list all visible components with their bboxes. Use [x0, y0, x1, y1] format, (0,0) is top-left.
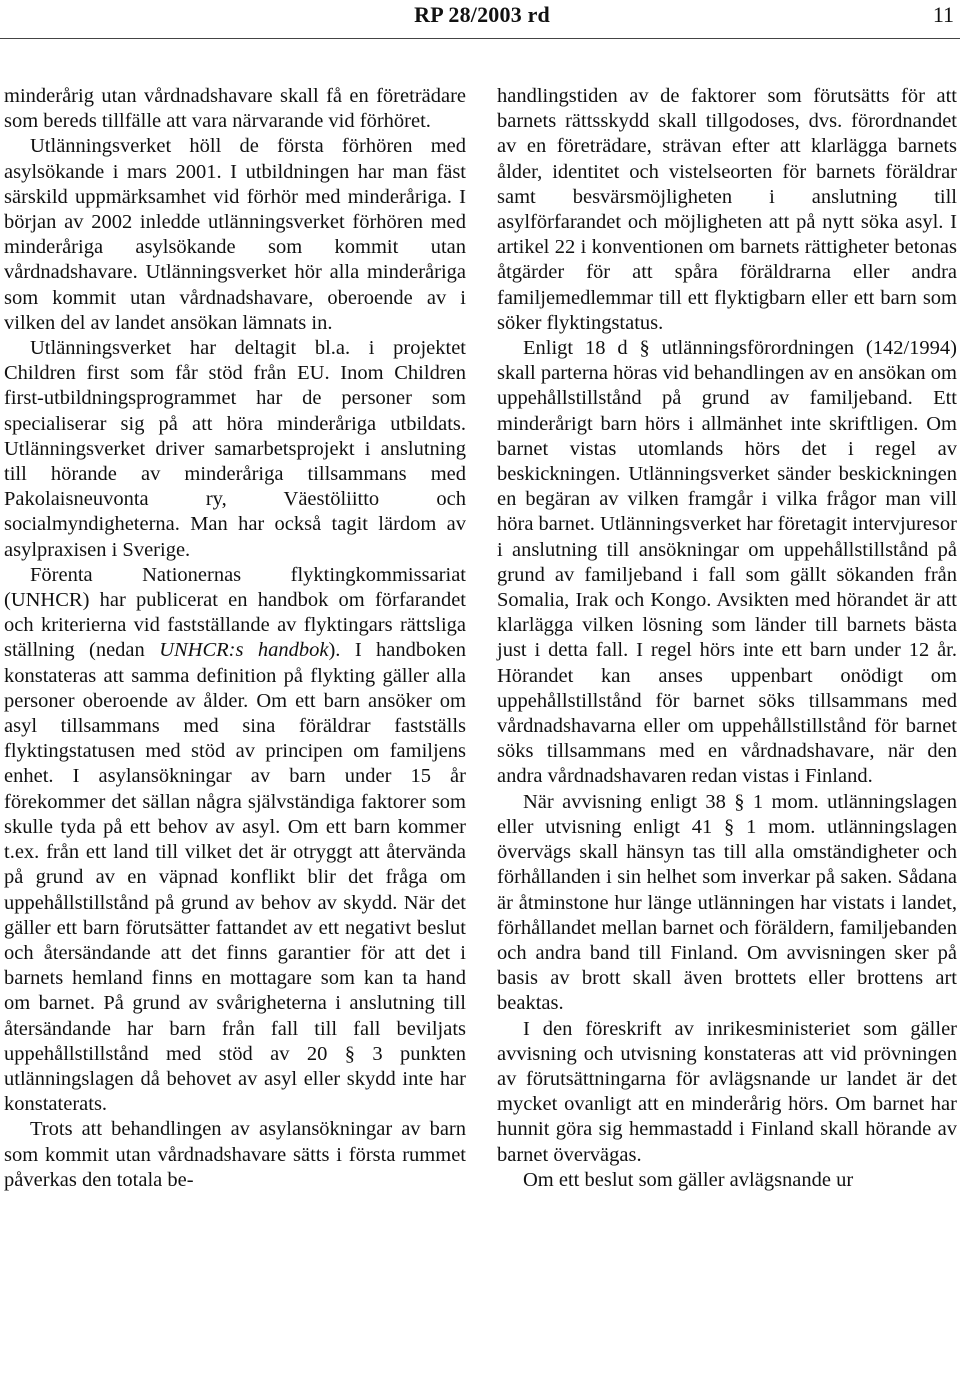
- paragraph: Utlänningsverket har deltagit bl.a. i projektet Children first som får stöd från EU. Inom Children first-utbildningsprogrammet har de personer som specialiserar sig på att höra minderåriga utbildats. Utlänningsverket driver samarbetsprojekt i anslutning till hörande av minderåriga tillsammans med Pakolaisneuvonta ry, Väestöliitto och socialmyndigheterna. Man har också tagit lärdom av asylpraxisen i Sverige.: [4, 337, 466, 561]
- paragraph: När avvisning enligt 38 § 1 mom. utlänningslagen eller utvisning enligt 41 § 1 mom. utlänningslagen övervägs skall hänsyn tas till alla omständigheter och förhållanden i sin helhet som inverkar på saken. Sådana är åtminstone hur länge utlänningen har vistats i landet, förhållandet mellan barnet och föräldern, familjebanden och andra band till Finland. Om avvisningen sker på basis av brott skall även brottets eller brottens art beaktas.: [497, 790, 957, 1015]
- paragraph: Enligt 18 d § utlänningsförordningen (142/1994) skall parterna höras vid behandlingen av en ansökan om uppehållstillstånd på grund av familjeband. Ett minderårigt barn hörs i allmänhet inte skriftligen. Om barnet vistas utomlands hörs det i regel av beskickningen. Utlänningsverket sänder beskickningen en begäran av vilken framgår i vilka frågor man vill höra barnet. Utlänningsverket har företagit intervjuresor i anslutning till ansökningar om uppehållstillstånd på grund av familjeband i fall som gällt sökanden från Somalia, Irak och Kongo. Avsikten med hörandet är att klarlägga vilken lösning som länder till barnets bästa just i detta fall. I regel hörs inte ett barn under 12 år. Hörandet kan anses uppenbart onödigt om uppehållstillstånd för barnet söks tillsammans med vårdnadshavarna eller om uppehållstillstånd för barnet söks tillsammans med en vårdnadshavare, när den andra vårdnadshavaren redan vistas i Finland.: [497, 337, 957, 788]
- paragraph: Om ett beslut som gäller avlägsnande ur: [523, 1168, 854, 1191]
- header-divider: [0, 38, 960, 39]
- page-number: 11: [932, 2, 954, 27]
- paragraph: I den föreskrift av inrikesministeriet som gäller avvisning och utvisning konstateras att vid prövningen av förutsättningarna för avlägsnande ur landet är det mycket ovanligt att en minderårig hörs. Om barnet har hunnit göra sig hemmastadd i Finland skall hörande av barnet övervägas.: [497, 1017, 957, 1166]
- document-id: RP 28/2003 rd: [414, 2, 550, 27]
- right-column: [497, 84, 957, 1193]
- paragraph: Trots att behandlingen av asylansökningar av barn som kommit utan vårdnadshavare sätts i första rummet påverkas den totala be-: [4, 1118, 466, 1191]
- paragraph-text: ). I handboken konstateras att samma definition på flykting gäller alla personer oberoende av ålder. Om ett barn ansöker om asyl tillsammans med sina föräldrar fastställs flyktingstatusen med stöd av principen om familjens enhet. I asylansökningar av barn under 15 år förekommer det sällan några självständiga faktorer som skulle tyda på ett behov av asyl. Om ett barn kommer t.ex. från ett land till vilket det är otryggt att återvända på grund av en väpnad konflikt blir det fråga om uppehållstillstånd på grund av behov av skydd. När det gäller ett barn förutsätter fattandet av ett negativt beslut och återsändande att det finns garantier för att det i barnets hemland finns en mottagare som kan ta hand om barnet. På grund av svårigheterna i anslutning till återsändande har barn från fall till fall beviljats uppehållstillstånd med stöd av 20 § 3 punkten utlänningslagen då behovet av asyl eller skydd inte har konstaterats.: [4, 639, 466, 1116]
- paragraph-text: Förenta Nationernas flyktingkommissariat (UNHCR) har publicerat en handbok om förfarandet och kriterierna vid fastställande av flyktingars rättsliga ställning (nedan: [4, 563, 466, 662]
- page-header: [0, 0, 960, 32]
- paragraph: minderårig utan vårdnadshavare skall få en företrädare som bereds tillfälle att vara närvarande vid förhöret.: [4, 85, 466, 133]
- paragraph: [4, 563, 466, 1117]
- handbook-abbreviation: UNHCR:s handbok: [159, 639, 329, 662]
- paragraph: handlingstiden av de faktorer som förutsätts för att barnets rättsskydd skall tillgodoses, dvs. förordnandet av en företrädare, strävan efter att klarlägga barnets ålder, identitet och vistelseorten för barnets föräldrar samt besvärsmöjligheten i anslutning till asylförfarandet och möjligheten att på nytt söka asyl. I artikel 22 i konventionen om barnets rättigheter betonas åtgärder för att spåra föräldrarna eller andra familjemedlemmar till ett flyktigbarn eller ett barn som söker flyktingstatus.: [497, 85, 957, 334]
- paragraph: Utlänningsverket höll de första förhören med asylsökande i mars 2001. I utbildningen har man fäst särskild uppmärksamhet vid förhör med minderåriga. I början av 2002 inledde utlänningsverket förhören med minderåriga asylsökande som kommit utan vårdnadshavare. Utlänningsverket hör alla minderåriga som kommit utan vårdnadshavare, oberoende av i vilken del av landet ansökan lämnats in.: [4, 135, 466, 334]
- left-column: [4, 84, 466, 1193]
